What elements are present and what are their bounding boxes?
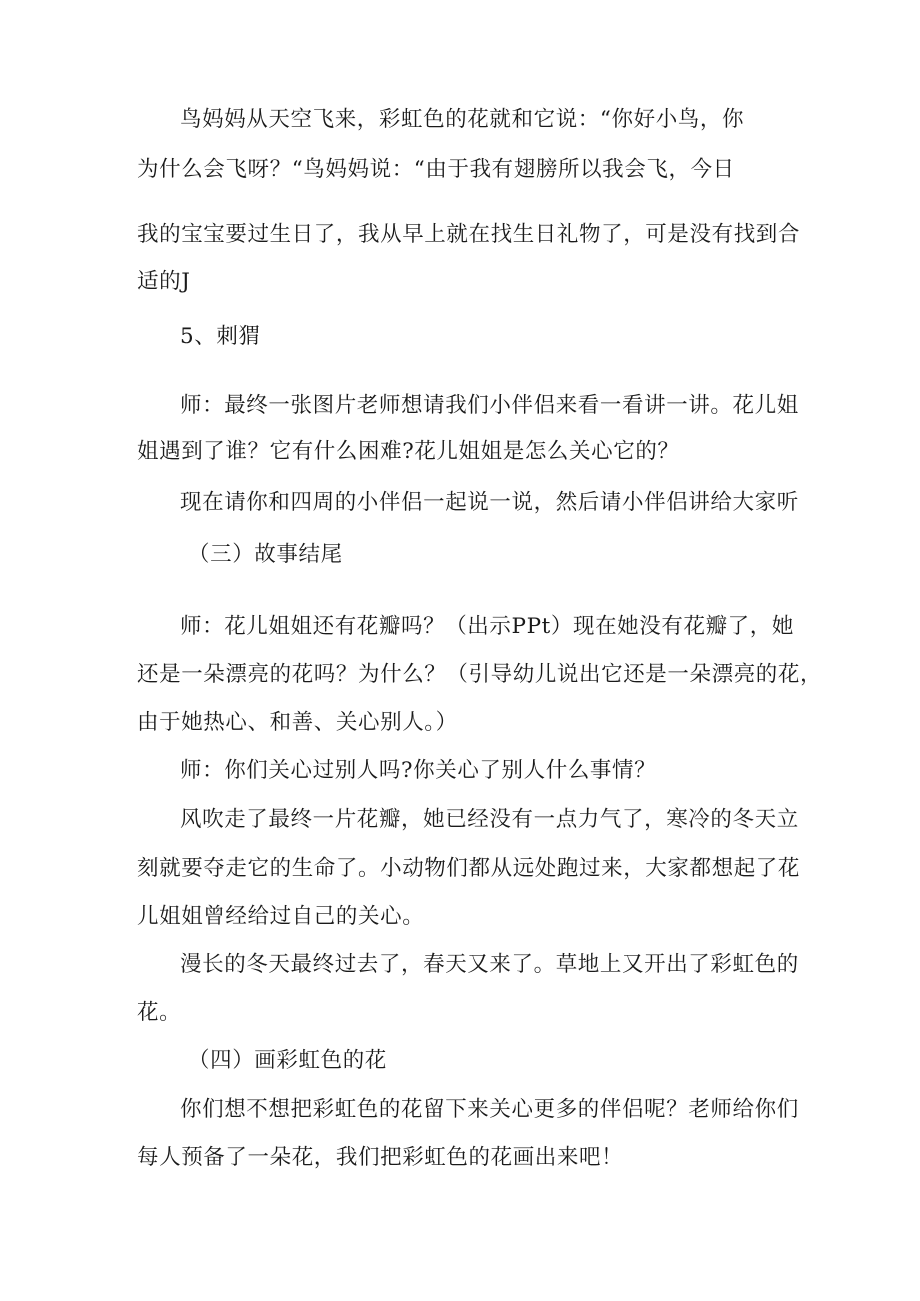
text-line: 现在请你和四周的小伴侣一起说一说，然后请小伴侣讲给大家听: [180, 490, 799, 515]
text-line: 鸟妈妈从天空飞来，彩虹色的花就和它说：“你好小鸟，你: [180, 107, 745, 132]
text-line: 师：你们关心过别人吗?你关心了别人什么事情？: [180, 758, 657, 783]
text-line: 为什么会飞呀？“鸟妈妈说：“由于我有翅膀所以我会飞，今日: [137, 157, 735, 182]
text-line: 花。: [137, 1000, 182, 1025]
text-line: 师：花儿姐姐还有花瓣吗？（出示PPt）现在她没有花瓣了，她: [180, 614, 794, 639]
text-line: 你们想不想把彩虹色的花留下来关心更多的伴侣呢？老师给你们: [180, 1097, 799, 1122]
text-line: 每人预备了一朵花，我们把彩虹色的花画出来吧！: [137, 1145, 624, 1170]
section-heading: （四）画彩虹色的花: [188, 1048, 387, 1073]
text-line: 风吹走了最终一片花瓣，她已经没有一点力气了，寒冷的冬天立: [180, 807, 799, 832]
text-line: 刻就要夺走它的生命了。小动物们都从远处跑过来，大家都想起了花: [137, 856, 801, 881]
text-line: 师：最终一张图片老师想请我们小伴侣来看一看讲一讲。花儿姐: [180, 393, 799, 418]
text-line: 由于她热心、和善、关心别人。）: [137, 710, 458, 735]
text-line: 适的J: [137, 269, 191, 294]
section-heading: 5、刺猬: [180, 324, 261, 349]
text-line: 漫长的冬天最终过去了，春天又来了。草地上又开出了彩虹色的: [180, 952, 799, 977]
section-heading: （三）故事结尾: [188, 542, 343, 567]
text-line: 姐遇到了谁？它有什么困难?花儿姐姐是怎么关心它的？: [137, 439, 680, 464]
text-line: 我的宝宝要过生日了，我从早上就在找生日礼物了，可是没有找到合: [137, 222, 801, 247]
text-line: 还是一朵漂亮的花吗？为什么？（引导幼儿说出它还是一朵漂亮的花，: [137, 662, 823, 687]
text-line: 儿姐姐曾经给过自己的关心。: [137, 904, 425, 929]
